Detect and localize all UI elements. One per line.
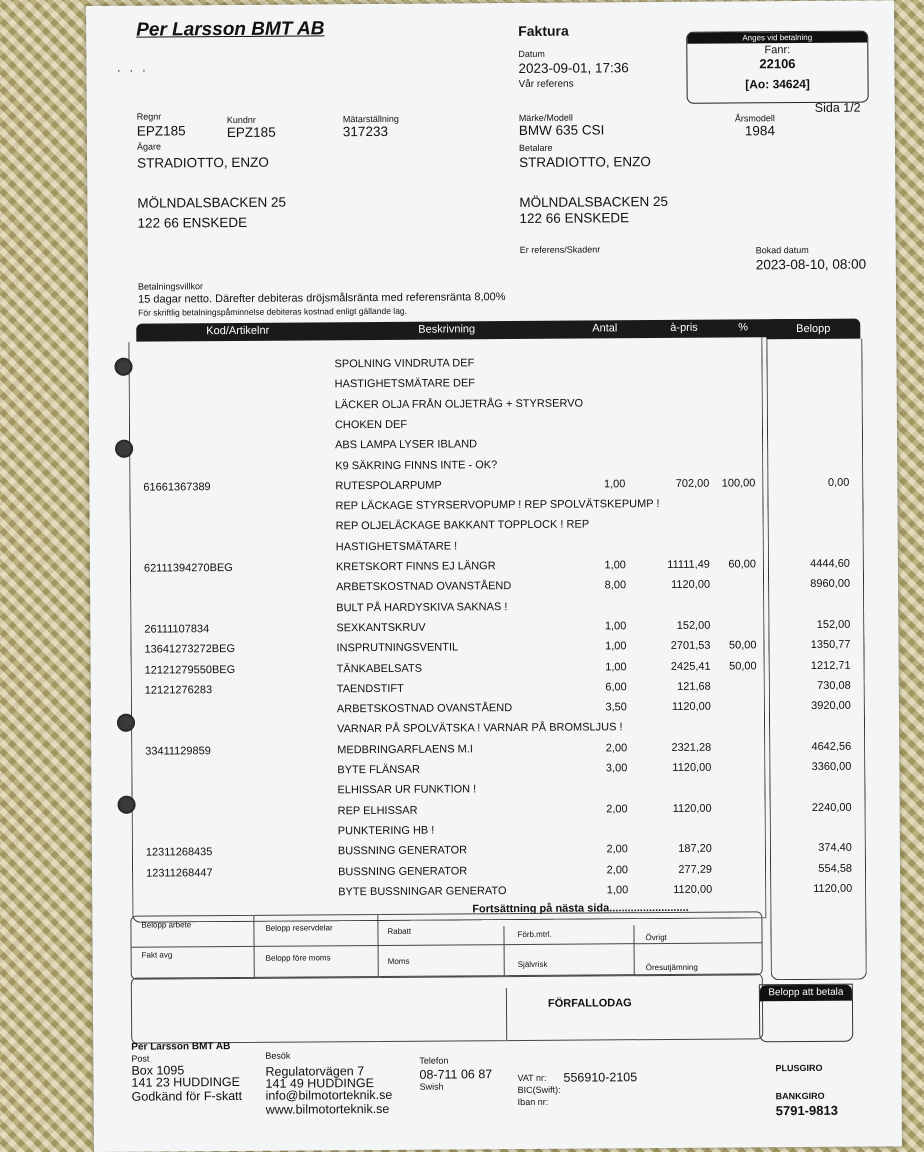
sum-arbete-label: Belopp arbete	[141, 920, 192, 930]
arsmodell-label: Årsmodell	[734, 113, 775, 124]
footer-besok1: Regulatorvägen 7	[265, 1064, 365, 1079]
amount-due-label: Belopp att betala	[760, 985, 852, 1002]
footer-fskatt: Godkänd för F-skatt	[131, 1088, 243, 1104]
cell-antal: 1,00	[605, 660, 627, 673]
footer-plusgiro-label: PLUSGIRO	[775, 1062, 823, 1074]
cell-belopp: 152,00	[816, 618, 851, 631]
payment-reference-box	[686, 31, 868, 104]
cell-belopp: 1212,71	[810, 659, 851, 672]
punch-hole	[114, 358, 132, 376]
invoice-paper	[86, 0, 902, 1152]
cell-belopp: 554,58	[818, 862, 853, 875]
footer-post2: 141 23 HUDDINGE	[131, 1074, 240, 1090]
cell-antal: 1,00	[604, 620, 627, 633]
cell-antal: 1,00	[605, 640, 627, 653]
cell-kod: 62111394270BEG	[143, 561, 233, 575]
terms-line1: 15 dagar netto. Därefter debiteras dröjsmålsränta med referensränta 8,00%	[138, 291, 506, 306]
cell-besk: SEXKANTSKRUV	[336, 621, 426, 635]
footer-iban-label: Iban nr:	[517, 1096, 549, 1108]
bokad-label: Bokad datum	[755, 244, 809, 256]
cell-apris: 1120,00	[672, 761, 712, 774]
cell-belopp: 1350,77	[810, 638, 851, 652]
cell-besk: BUSSNING GENERATOR	[337, 844, 468, 858]
cell-antal: 8,00	[604, 579, 627, 592]
cell-besk: REP OLJELÄCKAGE BAKKANT TOPPLOCK ! REP	[335, 518, 590, 533]
marke-label: Märke/Modell	[518, 112, 573, 123]
cell-antal: 1,00	[604, 559, 626, 572]
sum-fore-moms-label: Belopp före moms	[265, 953, 331, 963]
cell-belopp: 4642,56	[811, 740, 852, 753]
cell-apris: 1120,00	[673, 883, 713, 896]
payer-city: 122 66 ENSKEDE	[519, 210, 630, 226]
cell-apris: 2701,53	[670, 639, 711, 653]
cell-besk: MEDBRINGARFLAENS M.I	[337, 743, 473, 756]
sum-reserv-label: Belopp reservdelar	[265, 923, 333, 933]
payment-box-header: Anges vid betalning	[687, 32, 867, 44]
cell-besk: BULT PÅ HARDYSKIVA SAKNAS !	[336, 600, 508, 614]
cell-kod: 61661367389	[143, 480, 211, 494]
datum-value: 2023-09-01, 17:36	[518, 60, 629, 76]
owner-street: MÖLNDALSBACKEN 25	[137, 194, 286, 211]
cell-apris: 187,20	[678, 842, 712, 856]
cell-apris: 1120,00	[671, 700, 711, 714]
footer-bic-label: BIC(Swift):	[517, 1084, 561, 1096]
owner-city: 122 66 ENSKEDE	[137, 214, 248, 231]
footer-bankgiro-label: BANKGIRO	[775, 1090, 825, 1102]
marke-value: BMW 635 CSI	[518, 122, 605, 138]
cell-besk: HASTIGHETSMÄTARE DEF	[334, 377, 476, 391]
document-title: Faktura	[518, 22, 569, 39]
cell-belopp: 3360,00	[811, 760, 852, 773]
amount-due-box	[759, 984, 853, 1043]
forfallodag-label: FÖRFALLODAG	[547, 997, 632, 1010]
payer-label: Betalare	[518, 142, 553, 153]
cell-apris: 2321,28	[671, 741, 712, 754]
cell-besk: KRETSKORT FINNS EJ LÄNGR	[335, 560, 496, 574]
cell-besk: VARNAR PÅ SPOLVÄTSKA ! VARNAR PÅ BROMSLJUS !	[337, 721, 623, 736]
bokad-value: 2023-08-10, 08:00	[755, 256, 867, 273]
cell-belopp: 0,00	[827, 476, 850, 489]
cell-apris: 1120,00	[672, 802, 712, 815]
footer-email: info@bilmotorteknik.se	[265, 1087, 393, 1103]
col-beskrivning: Beskrivning	[418, 323, 476, 336]
cell-apris: 152,00	[676, 619, 711, 632]
terms-label: Betalningsvillkor	[137, 281, 204, 292]
summary-grid	[130, 911, 762, 979]
cell-besk: INSPRUTNINGSVENTIL	[336, 641, 459, 655]
terms-line2: För skriftlig betalningspåminnelse debiteras kostnad enligt gällande lag.	[138, 305, 408, 318]
col-apris: à-pris	[670, 321, 698, 334]
matar-value: 317233	[342, 123, 388, 140]
cell-besk: BYTE BUSSNINGAR GENERATO	[338, 884, 507, 899]
cell-belopp: 730,08	[817, 679, 851, 692]
cell-besk: ARBETSKOSTNAD OVANSTÅEND	[336, 580, 512, 594]
sum-sjalvrisk-label: Självrisk	[517, 959, 548, 970]
col-kod: Kod/Artikelnr	[206, 324, 270, 338]
cell-besk: HASTIGHETSMÄTARE !	[335, 540, 458, 553]
owner-name: STRADIOTTO, ENZO	[137, 154, 269, 171]
cell-belopp: 1120,00	[813, 882, 853, 895]
cell-antal: 2,00	[605, 741, 628, 755]
company-name: Per Larsson BMT AB	[136, 18, 325, 41]
cell-pct: 50,00	[729, 659, 757, 673]
cell-apris: 2425,41	[670, 660, 711, 673]
fanr-label: Fanr:	[764, 44, 791, 57]
cell-kod: 12121276283	[144, 683, 213, 697]
cell-antal: 3,50	[605, 701, 627, 714]
ao-number: [Ao: 34624]	[745, 76, 810, 92]
punch-hole	[115, 440, 133, 458]
cell-kod: 13641273272BEG	[144, 643, 236, 656]
cell-kod: 33411129859	[145, 744, 211, 758]
cell-antal: 2,00	[606, 843, 628, 856]
owner-label: Ägare	[136, 141, 162, 152]
sum-forb-label: Förb.mtrl.	[517, 929, 552, 940]
footer-web: www.bilmotorteknik.se	[265, 1101, 390, 1117]
col-belopp: Belopp	[766, 319, 860, 340]
sum-rabatt-label: Rabatt	[387, 926, 412, 936]
cell-belopp: 374,40	[818, 841, 852, 855]
cell-besk: CHOKEN DEF	[334, 418, 408, 432]
payer-street: MÖLNDALSBACKEN 25	[519, 193, 668, 210]
kundnr-label: Kundnr	[226, 114, 256, 126]
cell-pct: 100,00	[721, 477, 756, 490]
cell-antal: 3,00	[605, 762, 628, 775]
cell-besk: K9 SÄKRING FINNS INTE - OK?	[335, 458, 498, 472]
matar-label: Mätarställning	[342, 113, 399, 125]
regnr-value: EPZ185	[136, 123, 186, 139]
col-pct: %	[738, 321, 749, 334]
sum-oresut-label: Öresutjämning	[645, 962, 698, 973]
cell-besk: ELHISSAR UR FUNKTION !	[337, 783, 477, 797]
datum-label: Datum	[518, 48, 545, 59]
payer-name: STRADIOTTO, ENZO	[519, 154, 651, 170]
cell-besk: BYTE FLÄNSAR	[337, 763, 420, 777]
footer-post1: Box 1095	[131, 1063, 185, 1078]
cell-apris: 702,00	[675, 477, 710, 490]
cell-besk: TAENDSTIFT	[336, 682, 404, 696]
fanr-value: 22106	[759, 56, 796, 72]
col-antal: Antal	[592, 322, 618, 335]
arsmodell-value: 1984	[744, 123, 775, 139]
sum-moms-label: Moms	[387, 956, 410, 966]
footer-vat: 556910-2105	[563, 1070, 638, 1085]
continued-note: Fortsättning på nästa sida..........................	[472, 901, 689, 916]
footer-company: Per Larsson BMT AB	[131, 1041, 231, 1053]
sum-faktavg-label: Fakt avg	[141, 950, 173, 960]
cell-besk: REP LÄCKAGE STYRSERVOPUMP ! REP SPOLVÄTSKEPUMP !	[335, 498, 660, 513]
cell-pct: 60,00	[728, 558, 756, 571]
cell-belopp: 8960,00	[810, 577, 851, 591]
footer-swish-label: Swish	[419, 1081, 444, 1092]
cell-besk: LÄCKER OLJA FRÅN OLJETRÅG + STYRSERVO	[334, 397, 584, 411]
cell-kod: 12121279550BEG	[144, 663, 236, 677]
sum-ovrigt-label: Övrigt	[645, 932, 667, 943]
cell-besk: ARBETSKOSTNAD OVANSTÅEND	[336, 702, 513, 716]
footer-besok-label: Besök	[265, 1050, 291, 1061]
handwritten-mark: · · ·	[116, 61, 149, 78]
footer-vat-label: VAT nr:	[517, 1072, 547, 1084]
cell-kod: 26111107834	[144, 623, 210, 636]
cell-antal: 6,00	[605, 681, 627, 694]
cell-kod: 12311268447	[146, 866, 213, 880]
cell-antal: 2,00	[606, 863, 629, 876]
footer-besok2: 141 49 HUDDINGE	[265, 1076, 374, 1091]
cell-besk: SPOLNING VINDRUTA DEF	[334, 357, 475, 371]
punch-hole	[117, 714, 135, 732]
cell-belopp: 3920,00	[811, 699, 851, 713]
cell-apris: 1120,00	[671, 578, 711, 592]
cell-belopp: 2240,00	[811, 801, 852, 814]
cell-besk: RUTESPOLARPUMP	[335, 479, 442, 493]
cell-besk: ABS LAMPA LYSER IBLAND	[335, 438, 478, 452]
cell-apris: 11111,49	[667, 558, 710, 571]
regnr-label: Regnr	[136, 111, 162, 122]
cell-kod: 12311268435	[145, 846, 213, 859]
cell-antal: 2,00	[606, 802, 628, 815]
cell-apris: 277,29	[678, 863, 713, 876]
cell-apris: 121,68	[677, 680, 711, 693]
cell-besk: PUNKTERING HB !	[337, 824, 435, 838]
footer-tel-label: Telefon	[419, 1055, 449, 1066]
cell-antal: 1,00	[606, 884, 629, 897]
er-ref-label: Er referens/Skadenr	[519, 244, 601, 255]
footer-post-label: Post	[131, 1053, 150, 1064]
kundnr-value: EPZ185	[226, 124, 276, 141]
cell-besk: BUSSNING GENERATOR	[338, 864, 468, 878]
cell-pct: 50,00	[728, 639, 757, 652]
cell-belopp: 4444,60	[810, 557, 850, 570]
footer-bankgiro: 5791-9813	[775, 1102, 838, 1119]
cell-antal: 1,00	[603, 478, 626, 491]
cell-besk: REP ELHISSAR	[337, 804, 418, 817]
punch-hole	[118, 796, 136, 814]
cell-besk: TÄNKABELSATS	[336, 662, 423, 675]
var-ref-label: Vår referens	[518, 78, 574, 90]
footer-tel: 08-711 06 87	[419, 1067, 493, 1082]
page-number: Sida 1/2	[814, 100, 861, 115]
due-date-box	[131, 973, 763, 1043]
